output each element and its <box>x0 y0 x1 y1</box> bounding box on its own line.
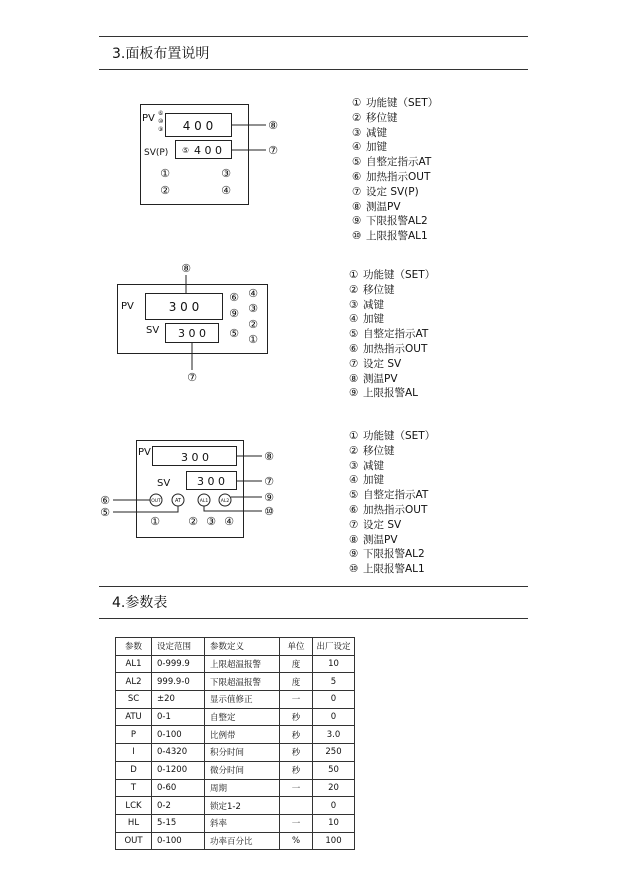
section-4-title: 4.参数表 <box>112 595 168 611</box>
legend-text: 测温PV <box>363 372 398 385</box>
legend-item <box>352 111 438 126</box>
legend-number: ⑤ <box>352 156 362 169</box>
table-row <box>116 814 355 832</box>
parameter-table <box>115 637 355 850</box>
column-header: 设定范围 <box>152 638 205 656</box>
panel-3-al1-leader <box>204 506 262 511</box>
legend-text: 设定 SV <box>363 518 402 531</box>
legend-item <box>349 268 435 283</box>
column-header: 出厂设定 <box>313 638 355 656</box>
legend-text: 上限报警AL1 <box>363 563 425 576</box>
table-cell: AL1 <box>116 655 152 673</box>
table-cell: 秒 <box>280 726 313 744</box>
table-cell: 50 <box>313 761 355 779</box>
column-header: 参数 <box>116 638 152 656</box>
panel-2-pv-value: 3 0 0 <box>168 300 200 314</box>
panel-3-callout-al1: ⑩ <box>264 505 274 518</box>
table-cell: 上限超温报警 <box>205 655 280 673</box>
panel-2-key: ② <box>248 318 258 331</box>
legend-number: ⑥ <box>352 170 362 183</box>
legend-text: 上限报警AL1 <box>366 230 428 243</box>
panel-3-callout-al2: ⑨ <box>264 491 274 504</box>
panel-3-key: ② <box>188 515 198 528</box>
legend-item <box>349 298 435 313</box>
section-3-title: 3.面板布置说明 <box>112 46 210 62</box>
legend-item <box>352 140 438 155</box>
table-cell: 自整定 <box>205 708 280 726</box>
panel-3-callout-at: ⑤ <box>100 506 110 519</box>
legend-text: 测温PV <box>366 200 401 213</box>
table-row <box>116 832 355 850</box>
table-cell: 0 <box>313 797 355 815</box>
legend-number: ⑥ <box>349 503 359 516</box>
legend-number: ③ <box>349 459 359 472</box>
panel-3-sv-label: SV <box>157 478 171 489</box>
legend-number: ④ <box>349 313 359 326</box>
table-cell: 100 <box>313 832 355 850</box>
panel-1-legend <box>352 96 438 244</box>
panel-2-pv-label: PV <box>121 301 134 312</box>
table-cell: 5 <box>313 673 355 691</box>
panel-3-pv-label: PV <box>138 447 151 458</box>
panel-3-diagram <box>95 435 290 545</box>
panel-3-pv-value: 3 0 0 <box>181 451 209 464</box>
legend-item <box>349 429 435 444</box>
table-cell: ATU <box>116 708 152 726</box>
panel-1-pv-value: 4 0 0 <box>182 119 214 133</box>
panel-1-callout-pv: ⑧ <box>268 119 278 132</box>
legend-number: ⑧ <box>349 372 359 385</box>
table-cell: SC <box>116 691 152 709</box>
table-cell: 3.0 <box>313 726 355 744</box>
legend-number: ① <box>349 430 359 442</box>
legend-number: ⑥ <box>349 342 359 355</box>
table-cell: 0-2 <box>152 797 205 815</box>
legend-text: 自整定指示AT <box>366 156 432 169</box>
table-cell: 一 <box>280 814 313 832</box>
legend-text: 加热指示OUT <box>363 342 428 355</box>
legend-text: 加热指示OUT <box>363 503 428 516</box>
legend-item <box>349 312 435 327</box>
table-cell: 0 <box>313 708 355 726</box>
section-4-rule <box>99 618 528 619</box>
table-row <box>116 744 355 762</box>
panel-1-sv-label: SV(P) <box>144 148 169 158</box>
legend-item <box>349 562 435 577</box>
table-cell: 比例带 <box>205 726 280 744</box>
legend-item <box>349 503 435 518</box>
table-row <box>116 691 355 709</box>
legend-item <box>349 547 435 562</box>
legend-number: ③ <box>352 126 362 139</box>
legend-item <box>349 533 435 548</box>
table-row <box>116 708 355 726</box>
legend-text: 减键 <box>366 126 387 139</box>
table-cell: 积分时间 <box>205 744 280 762</box>
table-header-row <box>116 638 355 656</box>
panel-1-pv-indicator: ⑨ <box>158 126 164 133</box>
legend-item <box>349 372 435 387</box>
legend-item <box>352 126 438 141</box>
legend-item <box>352 185 438 200</box>
legend-item <box>352 155 438 170</box>
panel-2-indicator: ⑨ <box>229 307 239 320</box>
legend-text: 减键 <box>363 298 384 311</box>
legend-number: ⑤ <box>349 489 359 502</box>
table-cell: 0-60 <box>152 779 205 797</box>
panel-2-indicator: ⑤ <box>229 327 239 340</box>
legend-text: 自整定指示AT <box>363 489 429 502</box>
table-cell: 一 <box>280 691 313 709</box>
table-row <box>116 673 355 691</box>
legend-number: ① <box>349 269 359 281</box>
legend-item <box>352 170 438 185</box>
legend-text: 功能键（SET） <box>363 430 436 442</box>
panel-1-key: ④ <box>221 184 231 197</box>
legend-text: 移位键 <box>366 111 398 124</box>
table-cell: 0-1 <box>152 708 205 726</box>
table-cell: 10 <box>313 814 355 832</box>
panel-3-key: ③ <box>206 515 216 528</box>
panel-2-key: ④ <box>248 287 258 300</box>
panel-3-key: ① <box>150 515 160 528</box>
table-cell: 秒 <box>280 708 313 726</box>
table-cell: I <box>116 744 152 762</box>
legend-number: ⑤ <box>349 328 359 341</box>
table-cell <box>280 797 313 815</box>
table-cell: 250 <box>313 744 355 762</box>
legend-number: ⑨ <box>352 215 362 228</box>
section-3-rule <box>99 69 528 70</box>
table-row <box>116 726 355 744</box>
legend-number: ⑩ <box>352 230 362 243</box>
legend-number: ⑦ <box>349 357 359 370</box>
table-cell: 度 <box>280 673 313 691</box>
legend-item <box>349 488 435 503</box>
panel-1-key: ③ <box>221 167 231 180</box>
panel-1-pv-indicator: ⑥ <box>158 110 164 117</box>
panel-2-key: ① <box>248 333 258 346</box>
table-cell: 5-15 <box>152 814 205 832</box>
panel-2-legend <box>349 268 435 401</box>
panel-3-key: ④ <box>224 515 234 528</box>
table-cell: 20 <box>313 779 355 797</box>
legend-text: 功能键（SET） <box>366 97 439 109</box>
panel-1-diagram <box>130 100 290 210</box>
legend-number: ④ <box>349 474 359 487</box>
legend-text: 下限报警AL2 <box>366 215 428 228</box>
legend-item <box>352 96 438 111</box>
legend-text: 加键 <box>363 474 384 487</box>
panel-1-key: ① <box>160 167 170 180</box>
panel-3-at-leader <box>113 506 178 512</box>
legend-item <box>349 327 435 342</box>
legend-text: 设定 SV <box>363 357 402 370</box>
table-cell: 一 <box>280 779 313 797</box>
panel-1-key: ② <box>160 184 170 197</box>
table-cell: HL <box>116 814 152 832</box>
legend-item <box>349 386 435 401</box>
panel-3-led-label: AL1 <box>199 499 209 504</box>
legend-text: 下限报警AL2 <box>363 548 425 561</box>
table-cell: OUT <box>116 832 152 850</box>
legend-item <box>349 459 435 474</box>
table-cell: 秒 <box>280 761 313 779</box>
section-top-rule <box>99 36 528 37</box>
table-cell: LCK <box>116 797 152 815</box>
legend-number: ⑦ <box>352 185 362 198</box>
table-cell: ±20 <box>152 691 205 709</box>
legend-number: ① <box>352 97 362 109</box>
panel-3-legend <box>349 429 435 577</box>
legend-item <box>352 214 438 229</box>
panel-3-callout-pv: ⑧ <box>264 450 274 463</box>
table-cell: 微分时间 <box>205 761 280 779</box>
legend-number: ② <box>349 283 359 296</box>
table-cell: AL2 <box>116 673 152 691</box>
legend-number: ⑦ <box>349 518 359 531</box>
legend-number: ⑧ <box>352 200 362 213</box>
table-cell: % <box>280 832 313 850</box>
panel-3-led-label: AT <box>174 498 182 504</box>
legend-text: 设定 SV(P) <box>366 185 419 198</box>
table-cell: 度 <box>280 655 313 673</box>
table-cell: T <box>116 779 152 797</box>
table-cell: 功率百分比 <box>205 832 280 850</box>
legend-item <box>352 229 438 244</box>
column-header: 单位 <box>280 638 313 656</box>
legend-item <box>349 283 435 298</box>
panel-3-sv-value: 3 0 0 <box>197 475 225 488</box>
legend-item <box>349 518 435 533</box>
panel-2-sv-label: SV <box>146 325 160 336</box>
table-cell: 下限超温报警 <box>205 673 280 691</box>
legend-text: 自整定指示AT <box>363 328 429 341</box>
legend-text: 加键 <box>366 141 387 154</box>
legend-number: ⑩ <box>349 563 359 576</box>
table-cell: 0 <box>313 691 355 709</box>
panel-1-pv-label: PV <box>142 113 155 124</box>
table-cell: 显示值修正 <box>205 691 280 709</box>
legend-item <box>349 444 435 459</box>
panel-2-callout-bottom: ⑦ <box>187 371 197 384</box>
section-4-top-rule <box>99 586 528 587</box>
legend-item <box>349 342 435 357</box>
table-cell: D <box>116 761 152 779</box>
legend-text: 减键 <box>363 459 384 472</box>
column-header: 参数定义 <box>205 638 280 656</box>
table-cell: 0-100 <box>152 832 205 850</box>
table-row <box>116 779 355 797</box>
table-cell: 秒 <box>280 744 313 762</box>
legend-text: 测温PV <box>363 533 398 546</box>
legend-item <box>352 200 438 215</box>
table-cell: 0-1200 <box>152 761 205 779</box>
table-cell: 锁定1-2 <box>205 797 280 815</box>
panel-2-diagram <box>110 258 280 388</box>
legend-number: ④ <box>352 141 362 154</box>
panel-2-sv-value: 3 0 0 <box>178 327 206 340</box>
legend-number: ⑨ <box>349 548 359 561</box>
table-cell: 10 <box>313 655 355 673</box>
legend-item <box>349 357 435 372</box>
legend-text: 移位键 <box>363 444 395 457</box>
panel-1-sv-marker: ⑤ <box>182 146 190 155</box>
legend-number: ⑧ <box>349 533 359 546</box>
panel-2-key: ③ <box>248 302 258 315</box>
legend-text: 加热指示OUT <box>366 170 431 183</box>
panel-3-led-label: AL2 <box>220 499 230 504</box>
table-cell: 0-4320 <box>152 744 205 762</box>
legend-text: 上限报警AL <box>363 387 419 400</box>
panel-1-sv-value: 4 0 0 <box>194 144 222 157</box>
panel-3-callout-sv: ⑦ <box>264 475 274 488</box>
panel-1-callout-sv: ⑦ <box>268 144 278 157</box>
legend-number: ② <box>352 111 362 124</box>
table-row <box>116 797 355 815</box>
legend-text: 功能键（SET） <box>363 269 436 281</box>
table-cell: 周期 <box>205 779 280 797</box>
panel-2-indicator: ⑥ <box>229 291 239 304</box>
table-cell: P <box>116 726 152 744</box>
legend-number: ③ <box>349 298 359 311</box>
table-cell: 斜率 <box>205 814 280 832</box>
panel-3-callout-out: ⑥ <box>100 494 110 507</box>
table-cell: 0-999.9 <box>152 655 205 673</box>
legend-item <box>349 473 435 488</box>
legend-text: 移位键 <box>363 283 395 296</box>
legend-number: ② <box>349 444 359 457</box>
table-cell: 0-100 <box>152 726 205 744</box>
legend-text: 加键 <box>363 313 384 326</box>
panel-3-led-label: OUT <box>151 499 161 504</box>
table-row <box>116 655 355 673</box>
table-row <box>116 761 355 779</box>
legend-number: ⑨ <box>349 387 359 400</box>
table-cell: 999.9-0 <box>152 673 205 691</box>
panel-1-pv-indicator: ⑩ <box>158 118 164 125</box>
panel-2-callout-top: ⑧ <box>181 262 191 275</box>
